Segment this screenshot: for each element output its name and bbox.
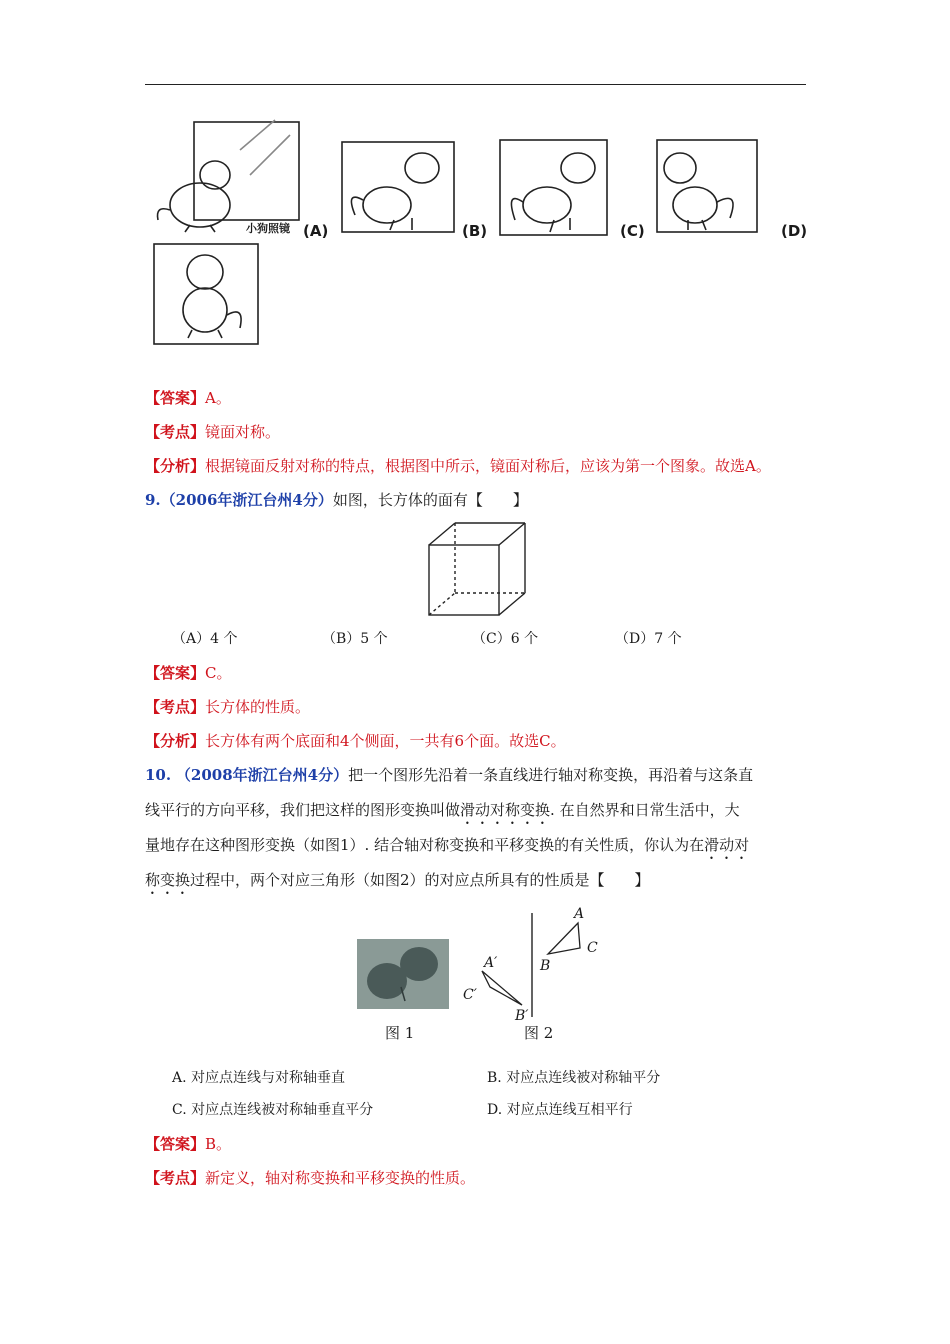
- point-tag: 【考点】: [145, 698, 206, 716]
- q9-analysis: [145, 730, 566, 752]
- q10-option-a: A. 对应点连线与对称轴垂直: [172, 1070, 346, 1086]
- fig1-caption: 图 1: [385, 1024, 415, 1042]
- label-C: C: [587, 940, 598, 956]
- q10-answer: [145, 1133, 231, 1155]
- answer-text: B。: [205, 1135, 232, 1153]
- q10-number: 10.: [145, 766, 172, 784]
- q10-stem-text-4b: 过程中，两个对应三角形（如图2）的对应点所具有的性质是【 】: [190, 871, 650, 889]
- q9-source: （2006年浙江台州4分）: [160, 491, 333, 509]
- label-A: A: [574, 906, 585, 922]
- answer-tag: 【答案】: [145, 664, 206, 682]
- point-text: 长方体的性质。: [205, 698, 311, 716]
- analysis-text: 根据镜面反射对称的特点，根据图中所示，镜面对称后，应该为第一个图象。故选A。: [205, 457, 771, 475]
- mirror-option-a-label: (A): [303, 222, 329, 240]
- q10-stem-line-4: [145, 869, 650, 898]
- q9-stem: [145, 489, 528, 511]
- q9-number: 9.: [145, 491, 161, 509]
- mirror-answer: [145, 387, 231, 409]
- analysis-text: 长方体有两个底面和4个侧面，一共有6个面。故选C。: [205, 732, 566, 750]
- q10-stem-line-2: [145, 799, 740, 828]
- q10-option-b: B. 对应点连线被对称轴平分: [487, 1070, 661, 1086]
- q10-stem-text-1: 把一个图形先沿着一条直线进行轴对称变换，再沿着与这条直: [348, 766, 754, 784]
- label-B-prime: B′: [515, 1008, 529, 1024]
- q9-option-a: （A）4 个: [172, 631, 238, 647]
- label-B: B: [540, 958, 551, 974]
- dog-option-d: [154, 244, 258, 344]
- q10-stem-text-2b: 滑动对称变换: [460, 801, 551, 819]
- mirror-option-c-label: (C): [620, 222, 645, 240]
- point-text: 镜面对称。: [205, 423, 281, 441]
- q10-stem-text-3b: 滑动对: [704, 836, 750, 854]
- dog-mirror-original: [158, 120, 300, 232]
- dog-option-b: [500, 140, 607, 235]
- q9-stem-text: 如图，长方体的面有【 】: [332, 491, 528, 509]
- q10-option-d: D. 对应点连线互相平行: [487, 1102, 633, 1118]
- q10-stem-line-3: [145, 834, 749, 863]
- fig2-caption: 图 2: [524, 1024, 554, 1042]
- q10-stem-line-1: [145, 764, 753, 786]
- q10-point: [145, 1167, 475, 1189]
- q10-stem-text-2c: . 在自然界和日常生活中，大: [550, 801, 740, 819]
- mirror-option-b-label: (B): [462, 222, 488, 240]
- point-text: 新定义，轴对称变换和平移变换的性质。: [205, 1169, 476, 1187]
- label-A-prime: A′: [484, 955, 498, 971]
- dog-option-a: [342, 142, 454, 232]
- q10-option-c: C. 对应点连线被对称轴垂直平分: [172, 1102, 374, 1118]
- q9-option-b: （B）5 个: [322, 631, 388, 647]
- q10-source: （2008年浙江台州4分）: [175, 766, 349, 784]
- q9-answer: [145, 662, 232, 684]
- mirror-analysis: [145, 455, 771, 477]
- analysis-tag: 【分析】: [145, 457, 206, 475]
- q9-option-d: （D）7 个: [615, 631, 682, 647]
- answer-text: A。: [205, 389, 231, 407]
- q10-stem-text-4a: 称变换: [145, 871, 191, 889]
- mirror-point: [145, 421, 280, 443]
- answer-text: C。: [205, 664, 232, 682]
- answer-tag: 【答案】: [145, 1135, 206, 1153]
- point-tag: 【考点】: [145, 423, 206, 441]
- leaves-photo: [357, 939, 449, 1009]
- header-rule: [145, 84, 806, 85]
- cuboid-figure: [425, 520, 535, 620]
- q10-stem-text-2a: 线平行的方向平移，我们把这样的图形变换叫做: [145, 801, 461, 819]
- mirror-option-d-label: (D): [781, 222, 808, 240]
- answer-tag: 【答案】: [145, 389, 206, 407]
- q9-option-c: （C）6 个: [472, 631, 539, 647]
- label-C-prime: C′: [463, 987, 477, 1003]
- q10-stem-text-3a: 量地存在这种图形变换（如图1）. 结合轴对称变换和平移变换的有关性质，你认为在: [145, 836, 705, 854]
- point-tag: 【考点】: [145, 1169, 206, 1187]
- mirror-caption: 小狗照镜: [246, 222, 290, 235]
- dog-option-c: [657, 140, 757, 232]
- analysis-tag: 【分析】: [145, 732, 206, 750]
- q9-point: [145, 696, 310, 718]
